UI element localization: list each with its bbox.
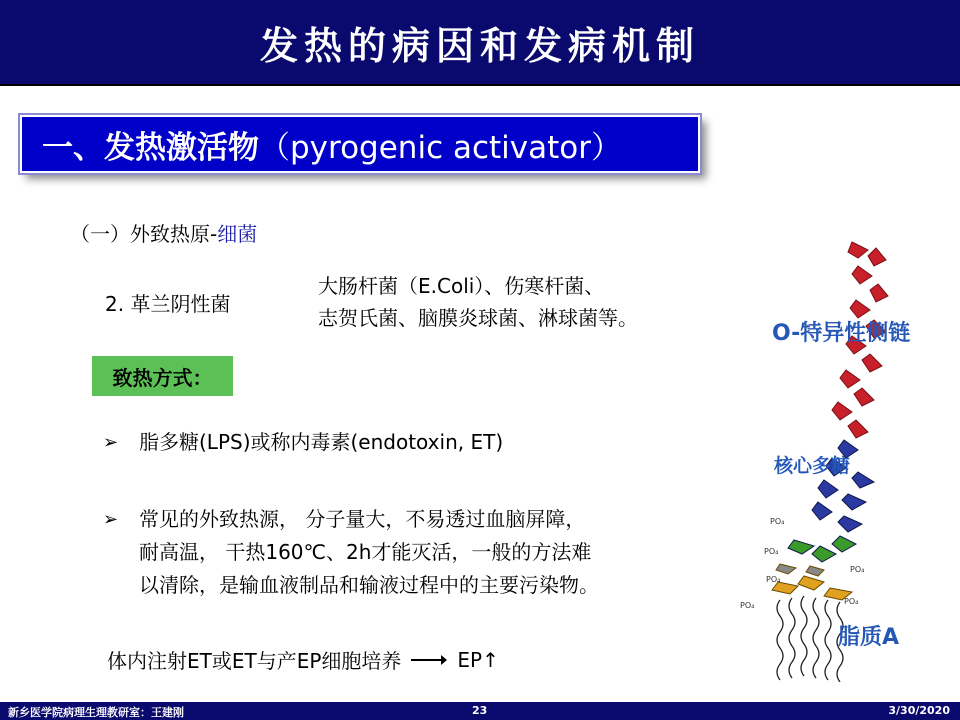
phosphate-label: PO₄ <box>850 565 865 574</box>
lipid-tails <box>777 596 843 682</box>
bacteria-list <box>318 270 638 334</box>
section-heading <box>22 122 622 167</box>
footer-page-number: 23 <box>472 704 488 717</box>
bullet-lps <box>103 426 503 459</box>
footer-date: 3/30/2020 <box>888 704 950 717</box>
label-lipid-a: 脂质A <box>838 625 900 650</box>
bullet-properties-line-3: 以清除，是输血液制品和输液过程中的主要污染物。 <box>139 573 599 597</box>
injection-conclusion <box>107 645 499 674</box>
injection-text: 体内注射ET或ET与产EP细胞培养 <box>107 649 402 673</box>
slide-title: 发热的病因和发病机制 <box>259 22 700 68</box>
title-bar <box>0 0 960 86</box>
phosphate-label: PO₄ <box>770 517 785 526</box>
pyrogenic-mode-label: 致热方式： <box>112 365 213 390</box>
bacteria-line-2: 志贺氏菌、脑膜炎球菌、淋球菌等。 <box>318 306 638 330</box>
footer-department: 新乡医学院病理生理教研室：王建刚 <box>8 706 184 719</box>
phosphate-labels <box>740 517 864 610</box>
bullet-properties-text <box>139 503 599 602</box>
bacteria-line-1: 大肠杆菌（E.Coli）、伤寒杆菌、 <box>318 274 605 298</box>
section-heading-box <box>20 115 700 173</box>
bullet-arrow-icon: ➢ <box>103 509 119 530</box>
subheading-prefix: （一）外致热原- <box>70 222 218 246</box>
pyrogenic-mode-box <box>92 356 233 396</box>
phosphate-label: PO₄ <box>844 597 859 606</box>
gram-negative-label: 2. 革兰阴性菌 <box>105 292 231 316</box>
phosphate-label: PO₄ <box>764 547 779 556</box>
ep-result: EP↑ <box>457 647 499 672</box>
section-heading-cn: 一、发热激活物 <box>42 129 259 166</box>
right-arrow-icon <box>411 654 447 666</box>
bullet-properties <box>103 503 743 602</box>
bullet-arrow-icon: ➢ <box>103 432 119 453</box>
subheading-highlight: 细菌 <box>217 222 258 246</box>
label-core-polysaccharide: 核心多糖 <box>774 455 851 477</box>
bullet-properties-line-2: 耐高温， 干热160℃、2h才能灭活，一般的方法难 <box>139 540 592 564</box>
phosphate-label: PO₄ <box>766 575 781 584</box>
subheading-exogenous <box>70 218 257 247</box>
label-o-specific-chain: O-特异性侧链 <box>772 321 911 346</box>
footer-bar <box>0 702 960 720</box>
lipid-a-head <box>772 564 852 600</box>
phosphate-label: PO₄ <box>740 601 755 610</box>
bullet-properties-line-1: 常见的外致热源， 分子量大，不易透过血脑屏障， <box>139 507 586 531</box>
bullet-lps-text: 脂多糖(LPS)或称内毒素(endotoxin, ET) <box>139 430 504 454</box>
section-heading-en: （pyrogenic activator） <box>259 129 622 166</box>
